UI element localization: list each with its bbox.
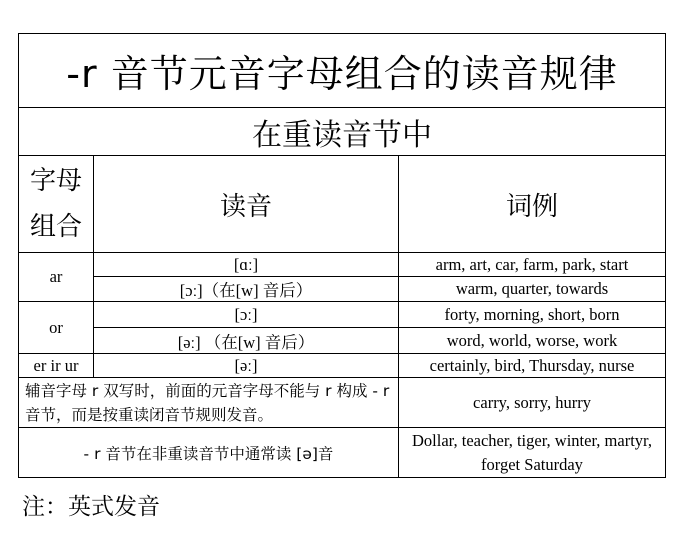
double-r-words: carry, sorry, hurry [399, 378, 666, 428]
words-cell: warm, quarter, towards [399, 277, 666, 302]
words-cell: arm, art, car, farm, park, start [399, 253, 666, 277]
unstressed-words: Dollar, teacher, tiger, winter, martyr, forget Saturday [399, 428, 666, 478]
words-cell: certainly, bird, Thursday, nurse [399, 354, 666, 378]
sound-cell: [əː] [94, 354, 399, 378]
sound-cell: [ɔː]（在[w] 音后） [94, 277, 399, 302]
words-cell: word, world, worse, work [399, 328, 666, 354]
letters-or: or [19, 302, 94, 354]
header-pronunciation: 读音 [94, 156, 399, 253]
unstressed-rule: - r 音节在非重读音节中通常读 [ə]音 [19, 428, 399, 478]
table-subtitle: 在重读音节中 [19, 108, 666, 156]
footnote: 注：英式发音 [22, 494, 160, 520]
header-letters-line2: 组合 [29, 212, 82, 242]
sound-cell: [ɑː] [94, 253, 399, 277]
header-letters-line1: 字母 [29, 166, 82, 196]
sound-cell: [ɔː] [94, 302, 399, 328]
pronunciation-table [18, 33, 666, 478]
letters-er-ir-ur: er ir ur [19, 354, 94, 378]
letters-ar: ar [19, 253, 94, 302]
words-cell: forty, morning, short, born [399, 302, 666, 328]
double-r-rule: 辅音字母 r 双写时，前面的元音字母不能与 r 构成 - r 音节，而是按重读闭音节规则发音。 [19, 378, 399, 428]
sound-cell: [əː] （在[w] 音后） [94, 328, 399, 354]
pronunciation-table-frame [18, 33, 665, 478]
header-examples: 词例 [399, 156, 666, 253]
table-title: -r 音节元音字母组合的读音规律 [19, 34, 666, 108]
header-letters [19, 156, 94, 253]
